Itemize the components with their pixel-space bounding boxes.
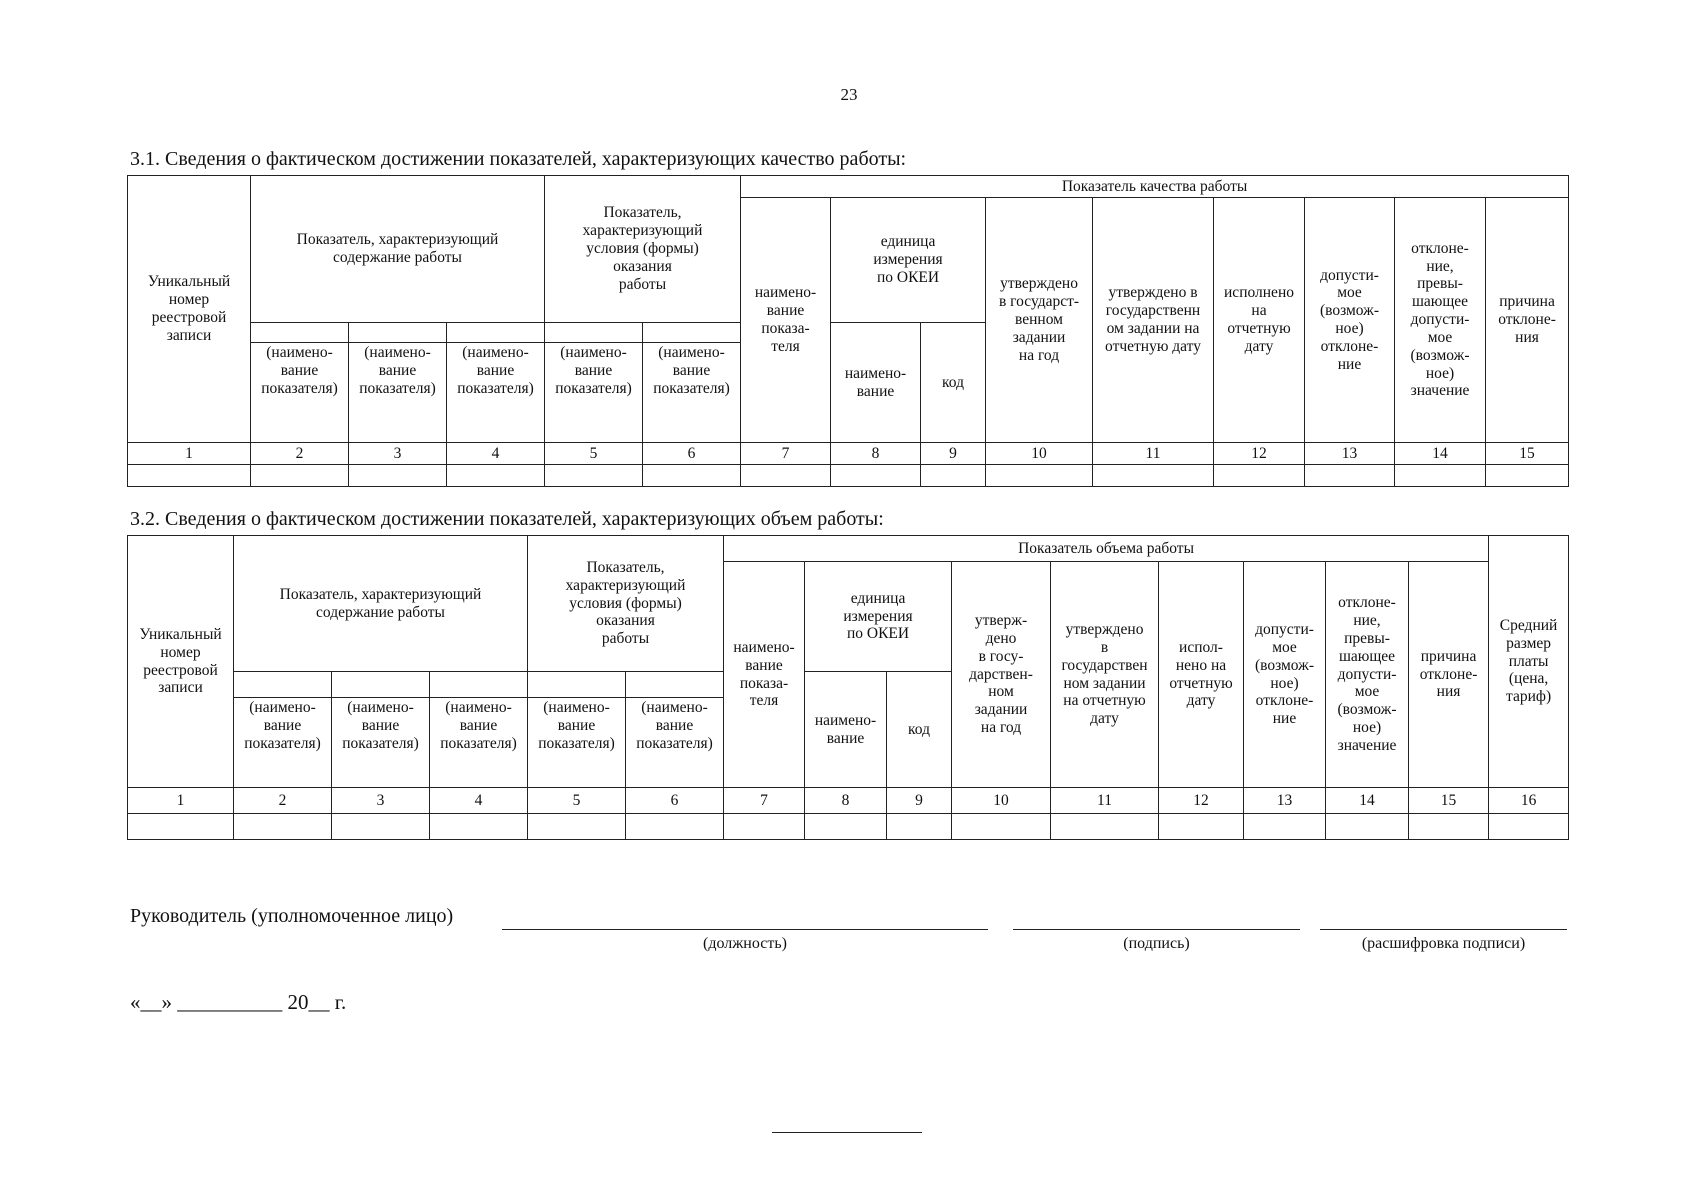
header-conditions-indicator: Показатель, характеризующий условия (формы) оказания работы — [545, 176, 741, 323]
header-sub-indicator-name: (наимено- вание показателя) — [545, 343, 643, 443]
column-number: 14 — [1326, 788, 1409, 814]
date-line: «__» __________ 20__ г. — [130, 990, 347, 1014]
page-number: 23 — [840, 85, 858, 104]
blank-cell — [251, 323, 349, 343]
header-volume-indicator: Показатель объема работы — [724, 536, 1489, 562]
column-number: 6 — [643, 443, 741, 465]
column-number: 9 — [921, 443, 986, 465]
data-cell — [986, 465, 1093, 487]
data-cell — [1214, 465, 1305, 487]
column-number: 11 — [1093, 443, 1214, 465]
column-number: 14 — [1395, 443, 1486, 465]
data-cell — [528, 814, 626, 840]
data-cell — [1159, 814, 1244, 840]
header-approved-year: утверж- дено в госу- дарствен- ном задании на год — [952, 562, 1051, 788]
header-sub-indicator-name: (наимено- вание показателя) — [643, 343, 741, 443]
column-number: 13 — [1305, 443, 1395, 465]
column-number: 4 — [430, 788, 528, 814]
header-unit-name: наимено- вание — [805, 672, 887, 788]
data-cell — [1051, 814, 1159, 840]
blank-cell — [626, 672, 724, 698]
data-cell — [805, 814, 887, 840]
column-number: 7 — [741, 443, 831, 465]
data-cell — [1486, 465, 1569, 487]
footer-rule — [772, 1132, 922, 1133]
column-number: 3 — [349, 443, 447, 465]
data-cell — [332, 814, 430, 840]
column-number: 1 — [128, 443, 251, 465]
data-cell — [831, 465, 921, 487]
data-cell — [1489, 814, 1569, 840]
header-average-fee: Средний размер платы (цена, тариф) — [1489, 536, 1569, 788]
header-sub-indicator-name: (наимено- вание показателя) — [349, 343, 447, 443]
header-exceeding-deviation: отклоне- ние, превы- шающее допусти- мое (возмож- ное) значение — [1326, 562, 1409, 788]
column-number: 5 — [545, 443, 643, 465]
section-3-2-title: 3.2. Сведения о фактическом достижении показателей, характеризующих объем работы: — [130, 508, 884, 530]
column-number: 4 — [447, 443, 545, 465]
header-unique-number: Уникальный номер реестровой записи — [128, 536, 234, 788]
header-indicator-name: наимено- вание показа- теля — [741, 198, 831, 443]
signature-label: Руководитель (уполномоченное лицо) — [130, 905, 454, 927]
data-cell — [1093, 465, 1214, 487]
header-okei-unit: единица измерения по ОКЕИ — [831, 198, 986, 323]
section-3-1-title: 3.1. Сведения о фактическом достижении показателей, характеризующих качество работы: — [130, 148, 907, 170]
data-cell — [128, 465, 251, 487]
header-content-indicator: Показатель, характеризующий содержание работы — [234, 536, 528, 672]
position-caption: (должность) — [703, 935, 787, 952]
header-okei-unit: единица измерения по ОКЕИ — [805, 562, 952, 672]
header-executed: исполнено на отчетную дату — [1214, 198, 1305, 443]
column-number: 16 — [1489, 788, 1569, 814]
column-number: 8 — [831, 443, 921, 465]
header-sub-indicator-name: (наимено- вание показателя) — [626, 698, 724, 788]
header-deviation-reason: причина отклоне- ния — [1486, 198, 1569, 443]
column-number: 2 — [251, 443, 349, 465]
decoding-caption: (расшифровка подписи) — [1361, 935, 1526, 952]
header-approved-date: утверждено в государствен ном задании на отчетную дату — [1051, 562, 1159, 788]
signature-line — [1013, 929, 1300, 930]
blank-cell — [643, 323, 741, 343]
data-cell — [1326, 814, 1409, 840]
column-number: 2 — [234, 788, 332, 814]
data-cell — [430, 814, 528, 840]
header-sub-indicator-name: (наимено- вание показателя) — [332, 698, 430, 788]
header-exceeding-deviation: отклоне- ние, превы- шающее допусти- мое (возмож- ное) значение — [1395, 198, 1486, 443]
column-number: 8 — [805, 788, 887, 814]
data-cell — [349, 465, 447, 487]
header-allowed-deviation: допусти- мое (возмож- ное) отклоне- ние — [1244, 562, 1326, 788]
header-executed: испол- нено на отчетную дату — [1159, 562, 1244, 788]
volume-indicators-table — [127, 535, 1569, 840]
header-indicator-name: наимено- вание показа- теля — [724, 562, 805, 788]
decoding-line — [1320, 929, 1567, 930]
column-number: 5 — [528, 788, 626, 814]
column-number: 10 — [986, 443, 1093, 465]
header-unit-code: код — [921, 323, 986, 443]
header-approved-year: утверждено в государст- венном задании на год — [986, 198, 1093, 443]
column-number: 11 — [1051, 788, 1159, 814]
column-number: 10 — [952, 788, 1051, 814]
header-unit-code: код — [887, 672, 952, 788]
column-number: 12 — [1214, 443, 1305, 465]
header-allowed-deviation: допусти- мое (возмож- ное) отклоне- ние — [1305, 198, 1395, 443]
data-cell — [1395, 465, 1486, 487]
column-number: 9 — [887, 788, 952, 814]
data-cell — [1305, 465, 1395, 487]
blank-cell — [447, 323, 545, 343]
header-sub-indicator-name: (наимено- вание показателя) — [447, 343, 545, 443]
column-number: 6 — [626, 788, 724, 814]
blank-cell — [349, 323, 447, 343]
header-sub-indicator-name: (наимено- вание показателя) — [251, 343, 349, 443]
blank-cell — [430, 672, 528, 698]
blank-cell — [545, 323, 643, 343]
data-cell — [724, 814, 805, 840]
data-cell — [741, 465, 831, 487]
data-cell — [545, 465, 643, 487]
data-cell — [128, 814, 234, 840]
column-number: 3 — [332, 788, 430, 814]
header-sub-indicator-name: (наимено- вание показателя) — [234, 698, 332, 788]
header-quality-indicator: Показатель качества работы — [741, 176, 1569, 198]
data-cell — [643, 465, 741, 487]
header-sub-indicator-name: (наимено- вание показателя) — [430, 698, 528, 788]
data-cell — [251, 465, 349, 487]
data-cell — [1244, 814, 1326, 840]
blank-cell — [528, 672, 626, 698]
header-approved-date: утверждено в государственн ом задании на отчетную дату — [1093, 198, 1214, 443]
blank-cell — [234, 672, 332, 698]
data-cell — [626, 814, 724, 840]
blank-cell — [332, 672, 430, 698]
signature-caption: (подпись) — [1123, 935, 1190, 952]
column-number: 13 — [1244, 788, 1326, 814]
column-number: 15 — [1486, 443, 1569, 465]
header-unit-name: наимено- вание — [831, 323, 921, 443]
data-cell — [447, 465, 545, 487]
column-number: 1 — [128, 788, 234, 814]
data-cell — [1409, 814, 1489, 840]
column-number: 12 — [1159, 788, 1244, 814]
column-number: 15 — [1409, 788, 1489, 814]
header-unique-number: Уникальный номер реестровой записи — [128, 176, 251, 443]
header-conditions-indicator: Показатель, характеризующий условия (формы) оказания работы — [528, 536, 724, 672]
data-cell — [234, 814, 332, 840]
column-number: 7 — [724, 788, 805, 814]
header-deviation-reason: причина отклоне- ния — [1409, 562, 1489, 788]
data-cell — [921, 465, 986, 487]
position-line — [502, 929, 988, 930]
data-cell — [887, 814, 952, 840]
header-content-indicator: Показатель, характеризующий содержание работы — [251, 176, 545, 323]
header-sub-indicator-name: (наимено- вание показателя) — [528, 698, 626, 788]
quality-indicators-table — [127, 175, 1569, 487]
data-cell — [952, 814, 1051, 840]
